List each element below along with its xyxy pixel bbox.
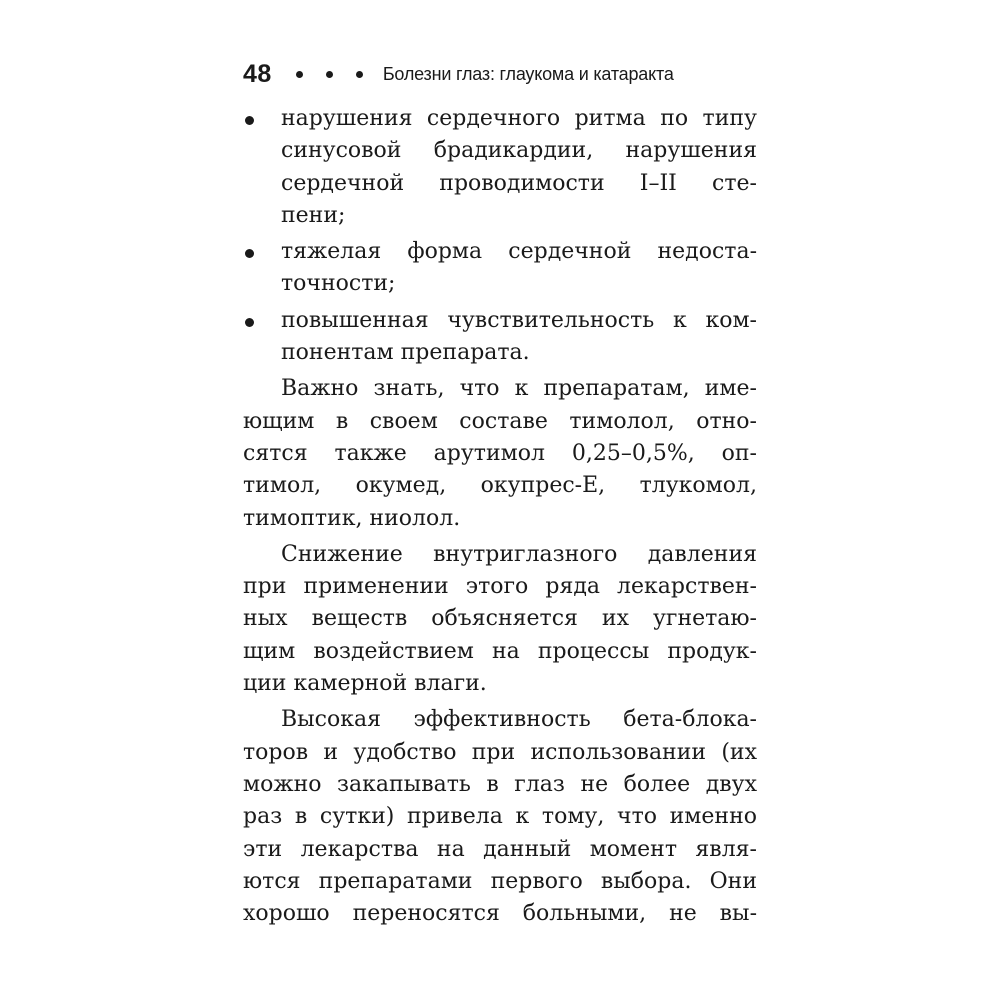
- page-body: [243, 103, 757, 930]
- bullet-item: [243, 236, 757, 301]
- text-line: тимоптик, ниолол.: [243, 505, 461, 531]
- running-title: Болезни глаз: глаукома и катаракта: [382, 63, 674, 84]
- text-line: можно закапывать в глаз не более двух: [243, 771, 757, 797]
- dot-icon: [296, 71, 303, 78]
- page-header: [243, 58, 674, 90]
- text-line: сятся также арутимол 0,25–0,5%, оп-: [243, 440, 757, 466]
- bullet-item: [243, 305, 757, 370]
- text-line: ции камерной влаги.: [243, 671, 487, 697]
- text-line: Высокая эффективность бета-блока-: [281, 707, 757, 733]
- text-line: ются препаратами первого выбора. Они: [243, 868, 757, 894]
- text-line: при применении этого ряда лекарствен-: [243, 574, 757, 600]
- text-line: хорошо переносятся больными, не вы-: [243, 901, 757, 927]
- bullet-icon: [245, 249, 254, 258]
- text-line: Снижение внутриглазного давления: [281, 541, 757, 567]
- bullet-icon: [245, 318, 254, 327]
- page-number: 48: [243, 59, 272, 88]
- bullet-item: [243, 103, 757, 232]
- dot-icon: [356, 71, 363, 78]
- text-line: ных веществ объясняется их угнетаю-: [243, 606, 757, 632]
- text-line: тимол, окумед, окупрес-Е, тлукомол,: [243, 473, 757, 499]
- text-line: понентам препарата.: [281, 340, 530, 366]
- dot-icon: [326, 71, 333, 78]
- paragraph: [243, 539, 757, 700]
- bullet-icon: [245, 116, 254, 125]
- text-line: точности;: [281, 271, 396, 297]
- paragraph: [243, 704, 757, 930]
- text-line: ющим в своем составе тимолол, отно-: [243, 408, 757, 434]
- text-line: торов и удобство при использовании (их: [243, 739, 757, 765]
- text-line: Важно знать, что к препаратам, име-: [281, 376, 757, 402]
- text-line: тяжелая форма сердечной недоста-: [281, 239, 757, 265]
- text-line: раз в сутки) привела к тому, что именно: [243, 804, 757, 830]
- text-line: нарушения сердечного ритма по типу: [281, 106, 757, 131]
- text-line: сердечной проводимости I–II сте-: [281, 170, 757, 196]
- text-line: синусовой брадикардии, нарушения: [281, 138, 757, 164]
- paragraph: [243, 373, 757, 534]
- header-dots: [296, 71, 363, 78]
- text-line: щим воздействием на процессы продук-: [243, 638, 757, 664]
- text-line: пени;: [281, 202, 346, 228]
- text-line: повышенная чувствительность к ком-: [281, 307, 757, 333]
- text-line: эти лекарства на данный момент явля-: [243, 836, 757, 862]
